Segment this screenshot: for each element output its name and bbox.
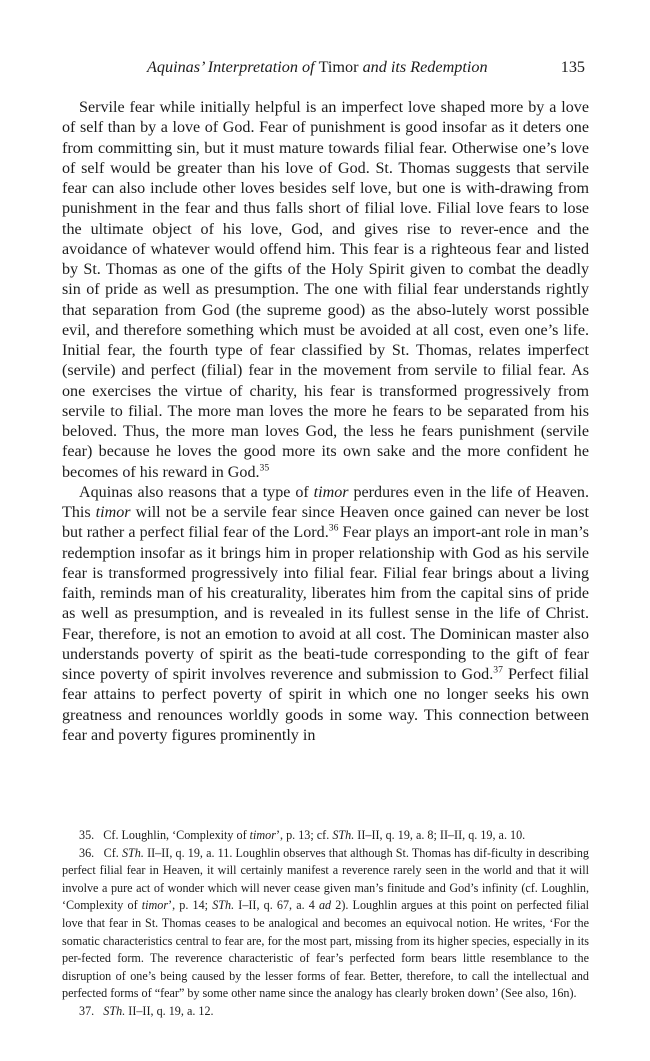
footnotes (62, 827, 589, 1021)
footnote-text: Cf. Loughlin, ‘Complexity of (103, 828, 247, 842)
running-header (79, 58, 585, 82)
footnote-text: II–II, q. 19, a. 12. (128, 1003, 214, 1018)
paragraph-text: Aquinas also reasons that a type of (79, 483, 309, 501)
footnote-35 (62, 827, 589, 845)
paragraph-servile-fear (62, 98, 589, 483)
footnote-37 (62, 1003, 589, 1021)
footnote-text: 2). Loughlin argues at this point on perfected filial love that fear in St. Thomas ceases to be analogical and becomes an equivocal notion. He writes, ‘For the somatic characteristics central to fear are, for the most part, missing from its higher species, especially in its per-fected form. The reverence characteristic of fear’s perfected form bears little resemblance to the disruption of one’s being caused by the lesser forms of fear. Better, therefore, to call the intellectual and perfected forms of “fear” by some other name since the analogy has clearly broken down’ (See also, 16n). (62, 898, 589, 1001)
paragraph-text: perdures even in the life of Heaven. This (62, 483, 589, 521)
footnote-text: ’, p. 14; (168, 898, 209, 913)
footnote-text: II–II, q. 19, a. 8; II–II, q. 19, a. 10. (357, 828, 526, 842)
work-abbrev: STh. (332, 828, 355, 842)
paragraph-text: will not be a servile fear since Heaven once gained can never be lost but rather a perfect filial fear of the Lord. (62, 504, 589, 542)
footnote-ref-35[interactable]: 35 (259, 462, 270, 474)
running-title-term: Timor (318, 58, 359, 76)
footnote-text: ’, p. 13; cf. (275, 828, 330, 842)
running-title-part2: and its Redemption (362, 58, 488, 76)
footnote-number: 35. (79, 828, 95, 842)
latin-term: timor (249, 828, 276, 842)
work-abbrev: STh. (212, 898, 235, 913)
paragraph-timor-in-heaven (62, 483, 589, 746)
footnote-ref-37[interactable]: 37 (493, 664, 503, 676)
main-text (62, 98, 589, 746)
paragraph-text: Perfect filial fear attains to perfect poverty of spirit in which one no longer seeks his own greatness and renounces worldly goods in some way. This connection between fear and poverty figures prominently in (62, 666, 589, 744)
latin-term: ad (318, 898, 332, 913)
latin-term: timor (95, 504, 131, 521)
footnote-ref-36[interactable]: 36 (328, 522, 339, 534)
latin-term: timor (141, 898, 169, 913)
work-abbrev: STh. (103, 1003, 126, 1018)
paragraph-text: Servile fear while initially helpful is an imperfect love shaped more by a love of self than by a love of God. Fear of punishment is good insofar as it deters one from committing sin, but it must mature towards filial fear. Otherwise one’s love of self would be greater than his love of God. St. Thomas suggests that servile fear can also include other loves besides self love, but one is with-drawing from punishment in the fear and thus falls short of filial love. Filial love fears to lose the ultimate object of his love, God, and gives rise to rever-ence and the avoidance of whatever would offend him. This fear is a righteous fear and listed by St. Thomas as one of the gifts of the Holy Spirit given to combat the deadly sin of pride as well as presumption. The one with filial fear understands rightly that separation from God (the supreme good) as the abso-lutely worst possible evil, and therefore something which must be avoided at all cost, even one’s life. Initial fear, the fourth type of fear classified by St. Thomas, relates imperfect (servile) and perfect (filial) fear in the movement from servile to filial fear. As one exercises the virtue of charity, his fear is transformed progressively from servile to filial. The more man loves the more he fears to be separated from his beloved. Thus, the more man loves God, the less he fears punishment (servile fear) because he loves the good more its own sake and the more confident he becomes of his reward in God. (62, 99, 589, 481)
page-number: 135 (560, 58, 585, 76)
work-abbrev: STh. (121, 845, 144, 860)
footnote-text: I–II, q. 67, a. 4 (238, 898, 315, 913)
footnote-text: Cf. (103, 845, 119, 860)
latin-term: timor (313, 483, 349, 501)
footnote-number: 37. (79, 1003, 95, 1018)
footnote-number: 36. (79, 845, 95, 860)
footnote-text: II–II, q. 19, a. 11. Loughlin observes that although St. Thomas has dif-ficulty in describing perfect filial fear in Heaven, it will certainly manifest a reverence rarely seen in the world and that it will involve a pure act of wonder which will never cease given man’s finitude and God’s infinity (cf. Loughlin, ‘Complexity of (62, 845, 590, 913)
running-title-part1: Aquinas’ Interpretation of (147, 58, 315, 76)
running-title (147, 58, 488, 77)
footnote-36 (62, 845, 589, 1003)
paragraph-text: Fear plays an import-ant role in man’s redemption insofar as it brings him in proper relationship with God as his servile fear is transformed progressively into filial fear. Filial fear brings about a living faith, reminds man of his creaturality, liberates him from the capital sins of pride as well as presumption, and is revealed in its fullest sense in the life of Christ. Fear, therefore, is not an emotion to avoid at all cost. The Dominican master also understands poverty of spirit as the beati-tude corresponding to the gift of fear since poverty of spirit involves reverence and submission to God. (62, 524, 589, 683)
